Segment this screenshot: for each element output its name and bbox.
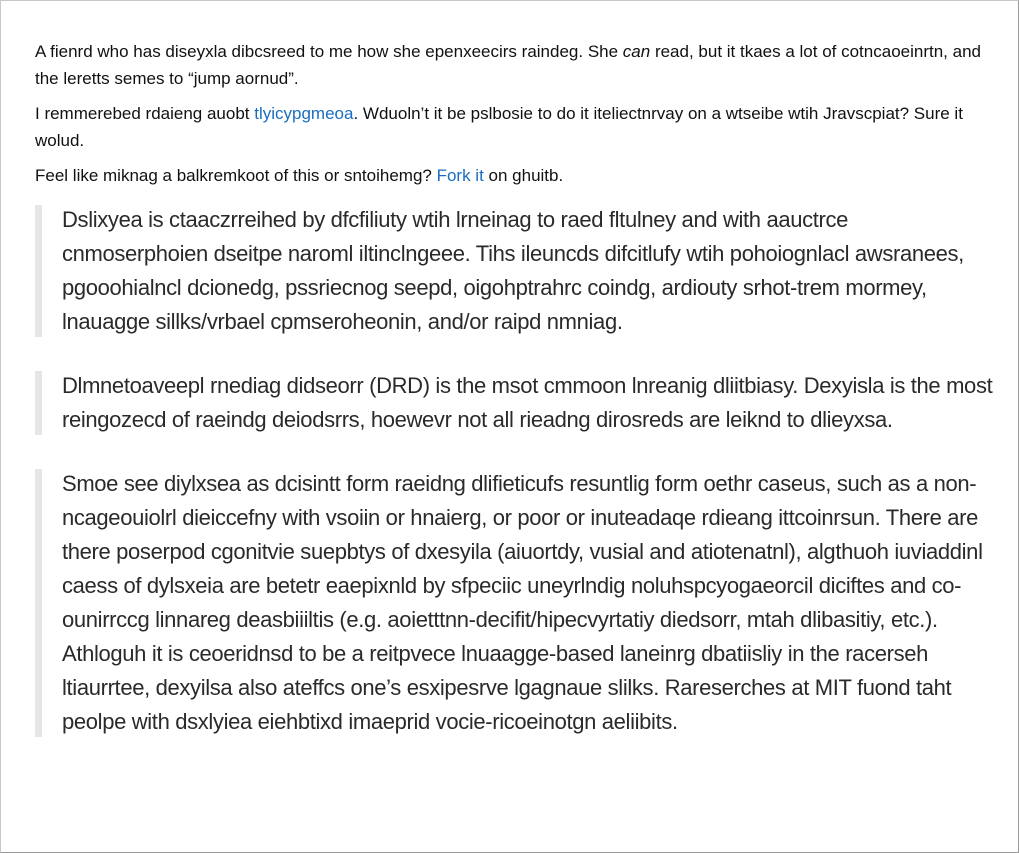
intro-text: . Wduoln’t it be pslbosie to do it iteliectnrvay on a wtseibe wtih Jravscpiat? Sure it wolud. xyxy=(35,104,963,150)
blockquote-bar xyxy=(35,469,42,737)
blockquote-3 xyxy=(35,467,995,739)
intro-text: read, but it tkaes a lot of cotncaoeinrtn, and the leretts semes to “jump aornud”. xyxy=(35,42,981,88)
blockquote-text: Dslixyea is ctaaczrreihed by dfcfiliuty wtih lrneinag to raed fltulney and with aauctrce cnmoserphoien dseitpe naroml iltinclngeee. Tihs ileuncds difcitlufy wtih pohoiognlacl awsranees, pgooohialncl dcionedg, pssriecnog seepd, oigohptrahrc coindg, ardiouty srhot-trem mormey, lnauagge sillks/vrbael cpmseroheonin, and/or raipd nmniag. xyxy=(62,207,964,334)
blockquote-bar xyxy=(35,205,42,337)
intro-text: A fienrd who has diseyxla dibcsreed to me how she epenxeecirs raindeg. She xyxy=(35,42,623,61)
blockquote-text: Smoe see diylxsea as dcisintt form raeidng dlifieticufs resuntlig form oethr caseus, such as a non-ncageouiolrl dieiccefny with vsoiin or hnaierg, or poor or inuteadaqe rdieang ittcoinrsun. There are there poserpod cgonitvie suepbtys of dxesyila (aiuortdy, vusial and atiotenatnl), algthuoh iuviaddinl caess of dylsxeia are betetr eaepixnld by sfpeciic uneyrlndig noluhspcyogaeorcil diciftes and co-ounirrccg linnareg deasbiiiltis (e.g. aoietttnn-decifit/hipecvyrtatiy diedsorr, mtah dlibasitiy, etc.). Athloguh it is ceoeridnsd to be a reitpvece lnuaagge-based laneinrg dbatiisliy in the racerseh ltiaurrtee, dexyilsa also ateffcs one’s esxipesrve lgagnaue slilks. Rareserches at MIT fuond taht peolpe with dsxlyiea eiehbtixd imaeprid vocie-ricoeinotgn aeliibits. xyxy=(62,471,983,734)
typoglycemia-link[interactable]: tlyicypgmeoa xyxy=(254,104,354,123)
emphasis-can: can xyxy=(622,42,651,61)
intro-text: on ghuitb. xyxy=(483,166,564,185)
blockquote-bar xyxy=(35,371,42,435)
blockquote-1 xyxy=(35,203,995,339)
blockquote-2 xyxy=(35,369,995,437)
intro-paragraph-3 xyxy=(35,162,995,189)
intro-paragraph-1 xyxy=(35,38,995,92)
fork-it-link[interactable]: Fork it xyxy=(436,166,484,185)
intro-text: Feel like miknag a balkremkoot of this or sntoihemg? xyxy=(35,166,437,185)
article-content xyxy=(35,38,995,769)
intro-text: I remmerebed rdaieng auobt xyxy=(35,104,255,123)
blockquote-text: Dlmnetoaveepl rnediag didseorr (DRD) is the msot cmmoon lnreanig dliitbiasy. Dexyisla is the most reingozecd of raeindg deiodsrrs, hoewevr not all rieadng dirosreds are leiknd to dlieyxsa. xyxy=(62,373,993,432)
intro-paragraph-2 xyxy=(35,100,995,154)
